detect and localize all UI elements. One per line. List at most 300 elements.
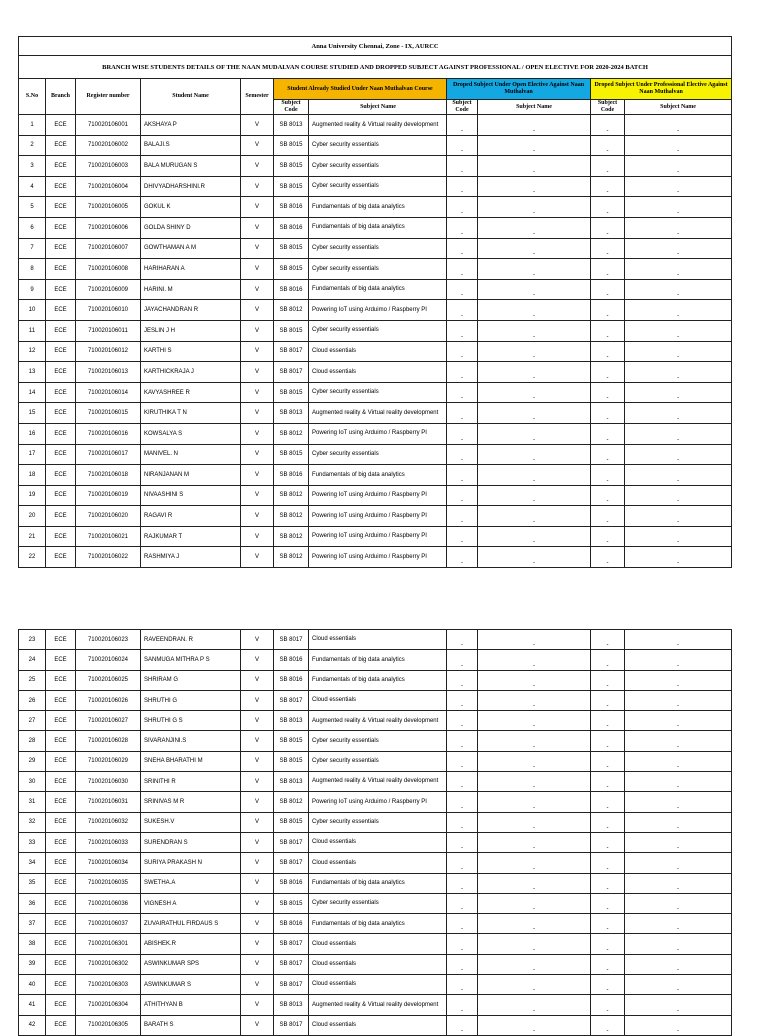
cell-professional-elective-code: - — [591, 259, 625, 280]
cell-register-number: 710020106301 — [76, 934, 141, 954]
cell-subject-name: Augmented reality & Virtual reality development — [309, 403, 447, 424]
cell-subject-code: SB 8016 — [274, 217, 309, 238]
cell-semester: V — [241, 670, 274, 690]
cell-student-name: GOLDA SHINY D — [141, 217, 241, 238]
cell-open-elective-name: - — [478, 547, 591, 568]
cell-subject-code: SB 8017 — [274, 832, 309, 852]
cell-sno: 20 — [19, 506, 46, 527]
cell-branch: ECE — [46, 934, 76, 954]
cell-semester: V — [241, 995, 274, 1015]
table-row — [19, 485, 732, 506]
table-row — [19, 751, 732, 771]
cell-subject-name: Cloud essentials — [309, 954, 447, 974]
cell-semester: V — [241, 238, 274, 259]
cell-subject-name: Cloud essentials — [309, 934, 447, 954]
cell-branch: ECE — [46, 279, 76, 300]
cell-open-elective-code: - — [447, 1015, 478, 1035]
cell-subject-code: SB 8015 — [274, 259, 309, 280]
cell-sno: 1 — [19, 115, 46, 136]
table-row — [19, 444, 732, 465]
cell-professional-elective-name: - — [625, 670, 732, 690]
cell-subject-name: Cyber security essentials — [309, 893, 447, 913]
cell-professional-elective-code: - — [591, 630, 625, 650]
cell-subject-name: Cloud essentials — [309, 341, 447, 362]
cell-professional-elective-code: - — [591, 1015, 625, 1035]
cell-branch: ECE — [46, 197, 76, 218]
cell-open-elective-code: - — [447, 630, 478, 650]
table-row — [19, 526, 732, 547]
cell-semester: V — [241, 954, 274, 974]
cell-professional-elective-code: - — [591, 526, 625, 547]
cell-professional-elective-code: - — [591, 217, 625, 238]
cell-student-name: RAJKUMAR T — [141, 526, 241, 547]
cell-register-number: 710020106025 — [76, 670, 141, 690]
cell-sno: 17 — [19, 444, 46, 465]
cell-subject-name: Fundamentals of big data analytics — [309, 914, 447, 934]
cell-semester: V — [241, 893, 274, 913]
cell-semester: V — [241, 873, 274, 893]
cell-student-name: RASHMIYA J — [141, 547, 241, 568]
cell-open-elective-code: - — [447, 832, 478, 852]
cell-semester: V — [241, 547, 274, 568]
header-dropped-open-elective: Droped Subject Under Open Elective Against Naan Muthalvan — [447, 79, 591, 100]
cell-register-number: 710020106019 — [76, 485, 141, 506]
cell-open-elective-code: - — [447, 731, 478, 751]
cell-open-elective-name: - — [478, 423, 591, 444]
cell-student-name: RAGAVI R — [141, 506, 241, 527]
cell-professional-elective-name: - — [625, 444, 732, 465]
cell-open-elective-code: - — [447, 382, 478, 403]
cell-semester: V — [241, 135, 274, 156]
cell-semester: V — [241, 259, 274, 280]
cell-professional-elective-code: - — [591, 711, 625, 731]
cell-sno: 8 — [19, 259, 46, 280]
cell-professional-elective-name: - — [625, 711, 732, 731]
cell-subject-code: SB 8012 — [274, 300, 309, 321]
cell-branch: ECE — [46, 382, 76, 403]
cell-register-number: 710020106020 — [76, 506, 141, 527]
cell-professional-elective-code: - — [591, 341, 625, 362]
cell-professional-elective-name: - — [625, 238, 732, 259]
cell-subject-code: SB 8016 — [274, 670, 309, 690]
cell-subject-code: SB 8013 — [274, 772, 309, 792]
cell-semester: V — [241, 176, 274, 197]
cell-open-elective-code: - — [447, 650, 478, 670]
cell-branch: ECE — [46, 690, 76, 710]
cell-student-name: DHIVYADHARSHINI.R — [141, 176, 241, 197]
cell-open-elective-name: - — [478, 444, 591, 465]
cell-branch: ECE — [46, 444, 76, 465]
cell-professional-elective-name: - — [625, 547, 732, 568]
cell-subject-code: SB 8012 — [274, 526, 309, 547]
cell-register-number: 710020106001 — [76, 115, 141, 136]
cell-open-elective-name: - — [478, 403, 591, 424]
cell-subject-name: Powering IoT using Arduimo / Raspberry PI — [309, 423, 447, 444]
cell-open-elective-code: - — [447, 873, 478, 893]
cell-professional-elective-code: - — [591, 320, 625, 341]
cell-student-name: GOKUL K — [141, 197, 241, 218]
table-row — [19, 197, 732, 218]
cell-sno: 6 — [19, 217, 46, 238]
cell-subject-name: Cloud essentials — [309, 362, 447, 383]
cell-subject-name: Cloud essentials — [309, 690, 447, 710]
cell-open-elective-name: - — [478, 506, 591, 527]
cell-professional-elective-code: - — [591, 547, 625, 568]
cell-student-name: SURIYA PRAKASH N — [141, 853, 241, 873]
table-row — [19, 914, 732, 934]
cell-subject-code: SB 8017 — [274, 341, 309, 362]
cell-student-name: NIRANJANAN M — [141, 465, 241, 486]
cell-professional-elective-code: - — [591, 670, 625, 690]
cell-professional-elective-name: - — [625, 934, 732, 954]
cell-professional-elective-name: - — [625, 975, 732, 995]
cell-open-elective-name: - — [478, 115, 591, 136]
cell-sno: 37 — [19, 914, 46, 934]
cell-student-name: SUKESH.V — [141, 812, 241, 832]
cell-semester: V — [241, 650, 274, 670]
cell-branch: ECE — [46, 259, 76, 280]
cell-register-number: 710020106026 — [76, 690, 141, 710]
cell-semester: V — [241, 812, 274, 832]
cell-subject-code: SB 8015 — [274, 444, 309, 465]
cell-subject-code: SB 8017 — [274, 853, 309, 873]
cell-branch: ECE — [46, 238, 76, 259]
students-table-page-1 — [18, 36, 732, 568]
cell-subject-name: Powering IoT using Arduimo / Raspberry PI — [309, 792, 447, 812]
cell-register-number: 710020106008 — [76, 259, 141, 280]
cell-register-number: 710020106010 — [76, 300, 141, 321]
cell-open-elective-name: - — [478, 995, 591, 1015]
table-row — [19, 954, 732, 974]
cell-semester: V — [241, 300, 274, 321]
cell-open-elective-code: - — [447, 914, 478, 934]
cell-open-elective-code: - — [447, 115, 478, 136]
cell-register-number: 710020106034 — [76, 853, 141, 873]
cell-sno: 27 — [19, 711, 46, 731]
header-register-number: Register number — [76, 79, 141, 115]
cell-subject-code: SB 8016 — [274, 279, 309, 300]
cell-open-elective-name: - — [478, 670, 591, 690]
cell-professional-elective-code: - — [591, 853, 625, 873]
cell-register-number: 710020106029 — [76, 751, 141, 771]
cell-branch: ECE — [46, 1015, 76, 1035]
cell-branch: ECE — [46, 731, 76, 751]
cell-semester: V — [241, 341, 274, 362]
cell-open-elective-name: - — [478, 135, 591, 156]
cell-register-number: 710020106028 — [76, 731, 141, 751]
cell-register-number: 710020106016 — [76, 423, 141, 444]
cell-professional-elective-name: - — [625, 526, 732, 547]
cell-professional-elective-code: - — [591, 506, 625, 527]
cell-subject-code: SB 8013 — [274, 115, 309, 136]
cell-sno: 29 — [19, 751, 46, 771]
cell-sno: 32 — [19, 812, 46, 832]
cell-semester: V — [241, 197, 274, 218]
cell-semester: V — [241, 630, 274, 650]
cell-register-number: 710020106037 — [76, 914, 141, 934]
table-row — [19, 772, 732, 792]
cell-professional-elective-name: - — [625, 115, 732, 136]
table-row — [19, 217, 732, 238]
cell-subject-name: Powering IoT using Arduimo / Raspberry PI — [309, 506, 447, 527]
cell-register-number: 710020106003 — [76, 156, 141, 177]
cell-open-elective-code: - — [447, 690, 478, 710]
cell-branch: ECE — [46, 217, 76, 238]
cell-register-number: 710020106302 — [76, 954, 141, 974]
cell-subject-code: SB 8015 — [274, 893, 309, 913]
table-row — [19, 382, 732, 403]
cell-semester: V — [241, 934, 274, 954]
cell-register-number: 710020106035 — [76, 873, 141, 893]
table-row — [19, 812, 732, 832]
cell-semester: V — [241, 751, 274, 771]
cell-subject-name: Fundamentals of big data analytics — [309, 279, 447, 300]
cell-student-name: SHRUTHI G S — [141, 711, 241, 731]
cell-register-number: 710020106305 — [76, 1015, 141, 1035]
cell-professional-elective-name: - — [625, 362, 732, 383]
cell-subject-code: SB 8016 — [274, 197, 309, 218]
cell-professional-elective-code: - — [591, 115, 625, 136]
cell-semester: V — [241, 485, 274, 506]
cell-subject-code: SB 8013 — [274, 995, 309, 1015]
cell-semester: V — [241, 853, 274, 873]
cell-semester: V — [241, 711, 274, 731]
cell-professional-elective-code: - — [591, 176, 625, 197]
cell-register-number: 710020106004 — [76, 176, 141, 197]
cell-semester: V — [241, 731, 274, 751]
cell-sno: 28 — [19, 731, 46, 751]
cell-register-number: 710020106005 — [76, 197, 141, 218]
cell-semester: V — [241, 444, 274, 465]
table-row — [19, 547, 732, 568]
cell-open-elective-code: - — [447, 238, 478, 259]
cell-open-elective-code: - — [447, 362, 478, 383]
cell-professional-elective-name: - — [625, 873, 732, 893]
cell-professional-elective-name: - — [625, 176, 732, 197]
cell-sno: 5 — [19, 197, 46, 218]
cell-professional-elective-code: - — [591, 914, 625, 934]
cell-professional-elective-name: - — [625, 279, 732, 300]
cell-branch: ECE — [46, 832, 76, 852]
cell-open-elective-code: - — [447, 853, 478, 873]
cell-open-elective-name: - — [478, 176, 591, 197]
cell-subject-code: SB 8017 — [274, 690, 309, 710]
cell-professional-elective-code: - — [591, 873, 625, 893]
cell-semester: V — [241, 465, 274, 486]
cell-subject-name: Cyber security essentials — [309, 751, 447, 771]
cell-branch: ECE — [46, 547, 76, 568]
table-row — [19, 135, 732, 156]
cell-subject-code: SB 8012 — [274, 547, 309, 568]
cell-branch: ECE — [46, 176, 76, 197]
cell-professional-elective-code: - — [591, 832, 625, 852]
table-row — [19, 506, 732, 527]
table-row — [19, 279, 732, 300]
cell-open-elective-name: - — [478, 975, 591, 995]
cell-sno: 11 — [19, 320, 46, 341]
cell-subject-name: Cloud essentials — [309, 630, 447, 650]
cell-register-number: 710020106033 — [76, 832, 141, 852]
table-row — [19, 320, 732, 341]
cell-open-elective-name: - — [478, 873, 591, 893]
cell-subject-name: Cyber security essentials — [309, 176, 447, 197]
cell-sno: 14 — [19, 382, 46, 403]
cell-professional-elective-code: - — [591, 300, 625, 321]
cell-sno: 35 — [19, 873, 46, 893]
cell-student-name: SRINITHI R — [141, 772, 241, 792]
header-dropped-professional-elective: Droped Subject Under Professional Elective Against Naan Muthalvan — [591, 79, 732, 100]
table-row — [19, 465, 732, 486]
cell-student-name: GOWTHAMAN A M — [141, 238, 241, 259]
cell-professional-elective-name: - — [625, 506, 732, 527]
table-row — [19, 792, 732, 812]
cell-sno: 31 — [19, 792, 46, 812]
table-row — [19, 832, 732, 852]
cell-student-name: SURENDRAN S — [141, 832, 241, 852]
cell-open-elective-code: - — [447, 954, 478, 974]
cell-professional-elective-code: - — [591, 444, 625, 465]
cell-register-number: 710020106013 — [76, 362, 141, 383]
cell-student-name: ZUVAIRATHUL FIRDAUS S — [141, 914, 241, 934]
cell-branch: ECE — [46, 853, 76, 873]
cell-open-elective-code: - — [447, 197, 478, 218]
cell-branch: ECE — [46, 320, 76, 341]
cell-open-elective-name: - — [478, 1015, 591, 1035]
cell-register-number: 710020106002 — [76, 135, 141, 156]
cell-subject-name: Cyber security essentials — [309, 156, 447, 177]
header-semester: Semester — [241, 79, 274, 115]
cell-subject-code: SB 8012 — [274, 506, 309, 527]
cell-sno: 3 — [19, 156, 46, 177]
header-branch: Branch — [46, 79, 76, 115]
cell-open-elective-code: - — [447, 792, 478, 812]
cell-open-elective-name: - — [478, 812, 591, 832]
cell-semester: V — [241, 975, 274, 995]
cell-professional-elective-code: - — [591, 893, 625, 913]
cell-open-elective-name: - — [478, 362, 591, 383]
header-subject-name: Subject Name — [309, 100, 447, 115]
cell-subject-name: Fundamentals of big data analytics — [309, 197, 447, 218]
cell-branch: ECE — [46, 403, 76, 424]
cell-open-elective-code: - — [447, 465, 478, 486]
cell-semester: V — [241, 156, 274, 177]
cell-open-elective-name: - — [478, 238, 591, 259]
cell-open-elective-name: - — [478, 934, 591, 954]
cell-open-elective-code: - — [447, 547, 478, 568]
cell-professional-elective-name: - — [625, 465, 732, 486]
cell-semester: V — [241, 362, 274, 383]
cell-subject-name: Cyber security essentials — [309, 444, 447, 465]
cell-student-name: ABISHEK.R — [141, 934, 241, 954]
table-row — [19, 670, 732, 690]
cell-sno: 15 — [19, 403, 46, 424]
cell-branch: ECE — [46, 873, 76, 893]
cell-student-name: BARATH S — [141, 1015, 241, 1035]
cell-student-name: HARIHARAN A — [141, 259, 241, 280]
cell-branch: ECE — [46, 526, 76, 547]
cell-subject-name: Powering IoT using Arduimo / Raspberry PI — [309, 485, 447, 506]
cell-open-elective-code: - — [447, 711, 478, 731]
table-row — [19, 341, 732, 362]
cell-register-number: 710020106017 — [76, 444, 141, 465]
table-row — [19, 650, 732, 670]
cell-professional-elective-code: - — [591, 279, 625, 300]
cell-open-elective-name: - — [478, 259, 591, 280]
cell-register-number: 710020106030 — [76, 772, 141, 792]
cell-professional-elective-name: - — [625, 893, 732, 913]
cell-register-number: 710020106007 — [76, 238, 141, 259]
table-row — [19, 176, 732, 197]
cell-sno: 22 — [19, 547, 46, 568]
cell-professional-elective-code: - — [591, 792, 625, 812]
cell-student-name: KARTHI S — [141, 341, 241, 362]
cell-professional-elective-code: - — [591, 975, 625, 995]
cell-student-name: HARINI. M — [141, 279, 241, 300]
table-row — [19, 156, 732, 177]
table-row — [19, 115, 732, 136]
cell-student-name: ASWINKUMAR SPS — [141, 954, 241, 974]
table-row — [19, 853, 732, 873]
cell-student-name: KARTHICKRAJA J — [141, 362, 241, 383]
cell-register-number: 710020106011 — [76, 320, 141, 341]
cell-subject-name: Cyber security essentials — [309, 259, 447, 280]
cell-open-elective-name: - — [478, 893, 591, 913]
cell-student-name: RAVEENDRAN. R — [141, 630, 241, 650]
cell-semester: V — [241, 423, 274, 444]
cell-sno: 36 — [19, 893, 46, 913]
cell-subject-code: SB 8017 — [274, 630, 309, 650]
cell-professional-elective-name: - — [625, 853, 732, 873]
cell-subject-code: SB 8016 — [274, 465, 309, 486]
cell-professional-elective-code: - — [591, 423, 625, 444]
cell-professional-elective-name: - — [625, 812, 732, 832]
cell-sno: 40 — [19, 975, 46, 995]
cell-register-number: 710020106012 — [76, 341, 141, 362]
cell-subject-name: Cyber security essentials — [309, 320, 447, 341]
cell-professional-elective-name: - — [625, 197, 732, 218]
table-row — [19, 975, 732, 995]
cell-open-elective-code: - — [447, 217, 478, 238]
cell-sno: 13 — [19, 362, 46, 383]
cell-open-elective-name: - — [478, 832, 591, 852]
cell-subject-name: Augmented reality & Virtual reality development — [309, 995, 447, 1015]
cell-branch: ECE — [46, 772, 76, 792]
cell-subject-code: SB 8015 — [274, 751, 309, 771]
cell-professional-elective-name: - — [625, 954, 732, 974]
cell-subject-code: SB 8017 — [274, 1015, 309, 1035]
cell-subject-code: SB 8017 — [274, 934, 309, 954]
cell-register-number: 710020106015 — [76, 403, 141, 424]
cell-subject-name: Fundamentals of big data analytics — [309, 217, 447, 238]
cell-sno: 42 — [19, 1015, 46, 1035]
cell-student-name: ATHITHYAN B — [141, 995, 241, 1015]
cell-student-name: SIVARANJINI.S — [141, 731, 241, 751]
cell-semester: V — [241, 115, 274, 136]
cell-open-elective-name: - — [478, 792, 591, 812]
cell-subject-code: SB 8015 — [274, 320, 309, 341]
cell-subject-code: SB 8015 — [274, 156, 309, 177]
cell-subject-name: Powering IoT using Arduimo / Raspberry PI — [309, 300, 447, 321]
cell-professional-elective-name: - — [625, 341, 732, 362]
cell-sno: 19 — [19, 485, 46, 506]
cell-subject-code: SB 8017 — [274, 975, 309, 995]
cell-professional-elective-code: - — [591, 156, 625, 177]
cell-subject-name: Powering IoT using Arduimo / Raspberry PI — [309, 547, 447, 568]
cell-open-elective-code: - — [447, 320, 478, 341]
cell-open-elective-code: - — [447, 526, 478, 547]
cell-subject-code: SB 8012 — [274, 792, 309, 812]
cell-open-elective-name: - — [478, 197, 591, 218]
